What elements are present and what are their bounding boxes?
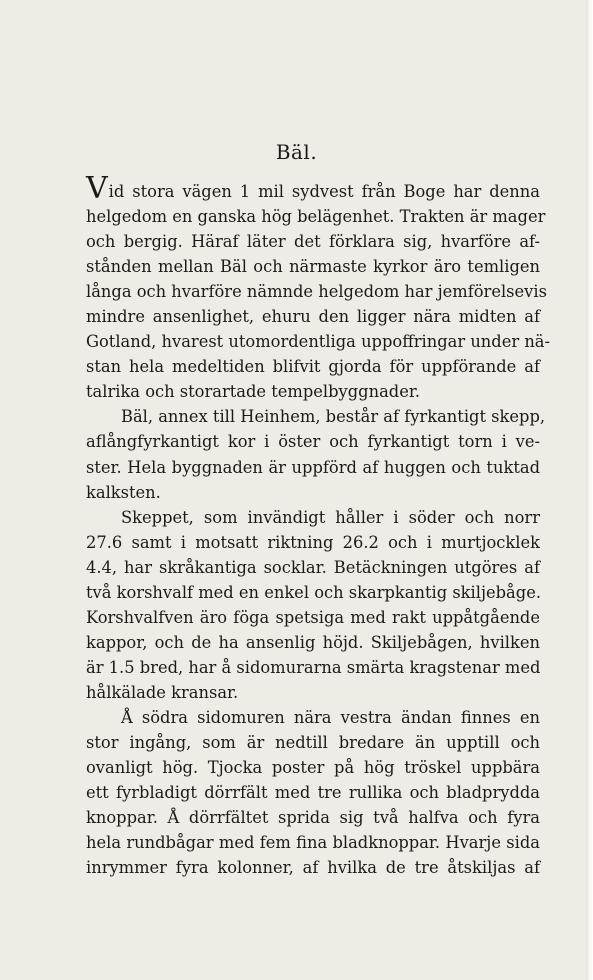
text-line: 27.6 samt i motsatt riktning 26.2 och i murtjocklek bbox=[86, 532, 540, 552]
text-line: två korshvalf med en enkel och skarpkantig skiljebåge. bbox=[86, 582, 542, 602]
text-line: ett fyrbladigt dörrfält med tre rullika och bladprydda bbox=[86, 783, 540, 803]
text-line: hålkälade kransar. bbox=[86, 682, 239, 702]
text-line: aflångfyrkantigt kor i öster och fyrkantigt torn i ve- bbox=[86, 432, 540, 452]
text-line: stånden mellan Bäl och närmaste kyrkor äro temligen bbox=[86, 257, 540, 277]
text-line: ster. Hela byggnaden är uppförd af huggen och tuktad bbox=[86, 457, 540, 477]
text-line: Bäl, annex till Heinhem, består af fyrkantigt skepp, bbox=[121, 407, 546, 427]
text-line: talrika och storartade tempelbyggnader. bbox=[86, 382, 420, 402]
text-line: kalksten. bbox=[86, 482, 161, 502]
text-line: långa och hvarföre nämnde helgedom har jemförelsevis bbox=[86, 282, 547, 302]
text-line: ovanligt hög. Tjocka poster på hög tröskel uppbära bbox=[86, 758, 540, 778]
text-line: är 1.5 bred, har å sidomurarna smärta kragstenar med bbox=[86, 657, 541, 677]
text-line: inrymmer fyra kolonner, af hvilka de tre åtskiljas af bbox=[86, 858, 540, 878]
text-line: Gotland, hvarest utomordentliga uppoffringar under nä- bbox=[86, 332, 551, 352]
text-line: kappor, och de ha ansenlig höjd. Skiljebågen, hvilken bbox=[86, 632, 540, 652]
text-line: knoppar. Å dörrfältet sprida sig två halfva och fyra bbox=[86, 808, 540, 828]
text-line: stor ingång, som är nedtill bredare än upptill och bbox=[86, 733, 540, 753]
body-text bbox=[86, 171, 551, 880]
text-line: stan hela medeltiden blifvit gjorda för uppförande af bbox=[86, 357, 540, 377]
text-line: och bergig. Häraf läter det förklara sig, hvarföre af- bbox=[86, 232, 540, 252]
text-line: Skeppet, som invändigt håller i söder och norr bbox=[121, 507, 540, 527]
drop-cap: V bbox=[86, 171, 108, 206]
text-line: mindre ansenlighet, ehuru den ligger nära midten af bbox=[86, 307, 540, 327]
text-line: Å södra sidomuren nära vestra ändan finnes en bbox=[121, 707, 540, 727]
text-line: Korshvalfven äro föga spetsiga med rakt uppåtgående bbox=[86, 607, 540, 627]
text-line: Vid stora vägen 1 mil sydvest från Boge har denna bbox=[86, 171, 540, 206]
text-line: hela rundbågar med fem fina bladknoppar. Hvarje sida bbox=[86, 833, 540, 853]
text-line: helgedom en ganska hög belägenhet. Trakten är mager bbox=[86, 207, 546, 227]
text-line: 4.4, har skråkantiga socklar. Betäckningen utgöres af bbox=[86, 557, 540, 577]
page-title: Bäl. bbox=[275, 140, 318, 164]
